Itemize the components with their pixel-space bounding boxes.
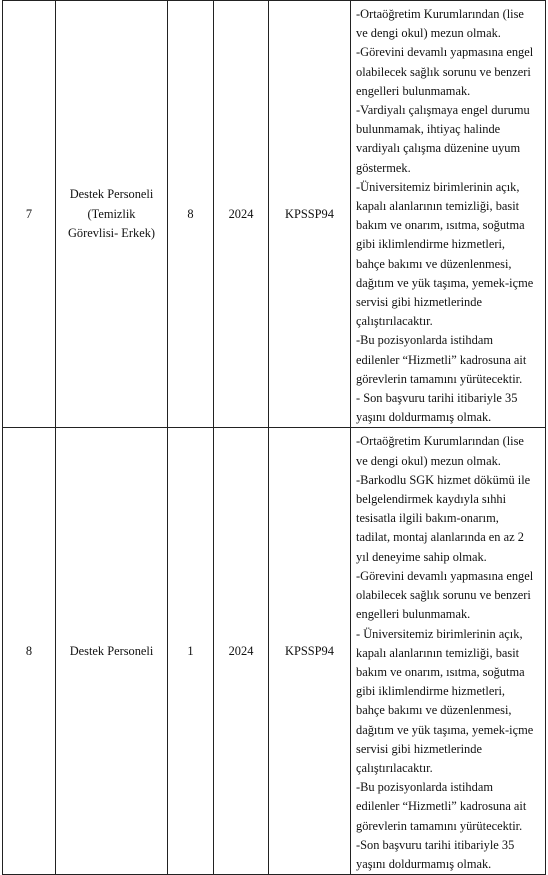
requirement-line: -Üniversitemiz birimlerinin açık, (356, 179, 520, 194)
position-count-cell: 1 (168, 428, 214, 875)
requirement-line: bahçe bakımı ve düzenlenmesi, (356, 256, 512, 271)
requirement-line: -Bu pozisyonlarda istihdam (356, 333, 493, 348)
requirement-line: -Vardiyalı çalışmaya engel durumu (356, 103, 530, 118)
position-year-cell: 2024 (214, 428, 269, 875)
requirement-line: bakım ve onarım, ısıtma, soğutma (356, 664, 525, 679)
requirement-line: -Bu pozisyonlarda istihdam (356, 780, 493, 795)
requirements-cell (351, 1, 546, 428)
position-year-cell: 2024 (214, 1, 269, 428)
requirement-line: belgelendirmek kaydıyla sıhhi (356, 492, 507, 507)
requirement-line: görevlerin tamamını yürütecektir. (356, 818, 523, 833)
requirement-line: kapalı alanlarının temizliği, basit (356, 645, 520, 660)
requirement-line: çalıştırılacaktır. (356, 314, 433, 329)
positions-table (2, 0, 546, 875)
position-number-cell: 8 (3, 428, 56, 875)
requirement-line: yaşını doldurmamış olmak. (356, 410, 492, 425)
requirement-line: -Ortaöğretim Kurumlarından (lise (356, 434, 524, 449)
position-title-cell (56, 1, 168, 428)
requirement-line: engelleri bulunmamak. (356, 607, 471, 622)
requirement-line: edilenler “Hizmetli” kadrosuna ait (356, 352, 527, 367)
requirement-line: bahçe bakımı ve düzenlenmesi, (356, 703, 512, 718)
requirement-line: olabilecek sağlık sorunu ve benzeri (356, 588, 531, 603)
requirement-line: dağıtım ve yük taşıma, yemek-içme (356, 722, 534, 737)
position-title-cell (56, 428, 168, 875)
requirement-line: edilenler “Hizmetli” kadrosuna ait (356, 799, 527, 814)
requirement-line: -Ortaöğretim Kurumlarından (lise (356, 7, 524, 21)
requirement-line: - Üniversitemiz birimlerinin açık, (356, 626, 523, 641)
requirement-line: çalıştırılacaktır. (356, 760, 433, 775)
requirement-line: -Görevini devamlı yapmasına engel (356, 568, 534, 583)
requirement-line: göstermek. (356, 160, 411, 175)
requirement-line: servisi gibi hizmetlerinde (356, 295, 482, 310)
position-title-line: Destek Personeli (69, 643, 154, 658)
requirement-line: bulunmamak, ihtiyaç halinde (356, 122, 501, 137)
table-row (3, 1, 546, 428)
requirement-line: gibi iklimlendirme hizmetleri, (356, 684, 505, 699)
position-title-line: Görevlisi- Erkek) (67, 225, 156, 240)
position-number-cell: 7 (3, 1, 56, 428)
score-type-cell: KPSSP94 (269, 428, 351, 875)
requirement-line: ve dengi okul) mezun olmak. (356, 453, 501, 468)
requirement-line: kapalı alanlarının temizliği, basit (356, 199, 520, 214)
requirement-line: tadilat, montaj alanlarında en az 2 (356, 530, 524, 545)
table-row (3, 428, 546, 875)
requirement-line: -Barkodlu SGK hizmet dökümü ile (356, 472, 531, 487)
requirement-line: gibi iklimlendirme hizmetleri, (356, 237, 505, 252)
requirement-line: olabilecek sağlık sorunu ve benzeri (356, 64, 531, 79)
requirement-line: ve dengi okul) mezun olmak. (356, 26, 501, 41)
score-type-cell: KPSSP94 (269, 1, 351, 428)
requirement-line: yıl deneyime sahip olmak. (356, 549, 487, 564)
requirement-line: görevlerin tamamını yürütecektir. (356, 371, 523, 386)
requirement-line: - Son başvuru tarihi itibariyle 35 (356, 391, 518, 406)
requirements-cell (351, 428, 546, 875)
requirement-line: engelleri bulunmamak. (356, 83, 471, 98)
requirement-line: bakım ve onarım, ısıtma, soğutma (356, 218, 525, 233)
requirement-line: -Son başvuru tarihi itibariyle 35 (356, 837, 515, 852)
requirement-line: -Görevini devamlı yapmasına engel (356, 45, 534, 60)
position-title-line: Destek Personeli (69, 187, 154, 202)
requirement-line: servisi gibi hizmetlerinde (356, 741, 482, 756)
requirement-line: vardiyalı çalışma düzenine uyum (356, 141, 521, 156)
position-count-cell: 8 (168, 1, 214, 428)
requirement-line: tesisatla ilgili bakım-onarım, (356, 511, 499, 526)
position-title-line: (Temizlik (87, 206, 136, 221)
requirement-line: yaşını doldurmamış olmak. (356, 856, 492, 871)
requirement-line: dağıtım ve yük taşıma, yemek-içme (356, 275, 534, 290)
